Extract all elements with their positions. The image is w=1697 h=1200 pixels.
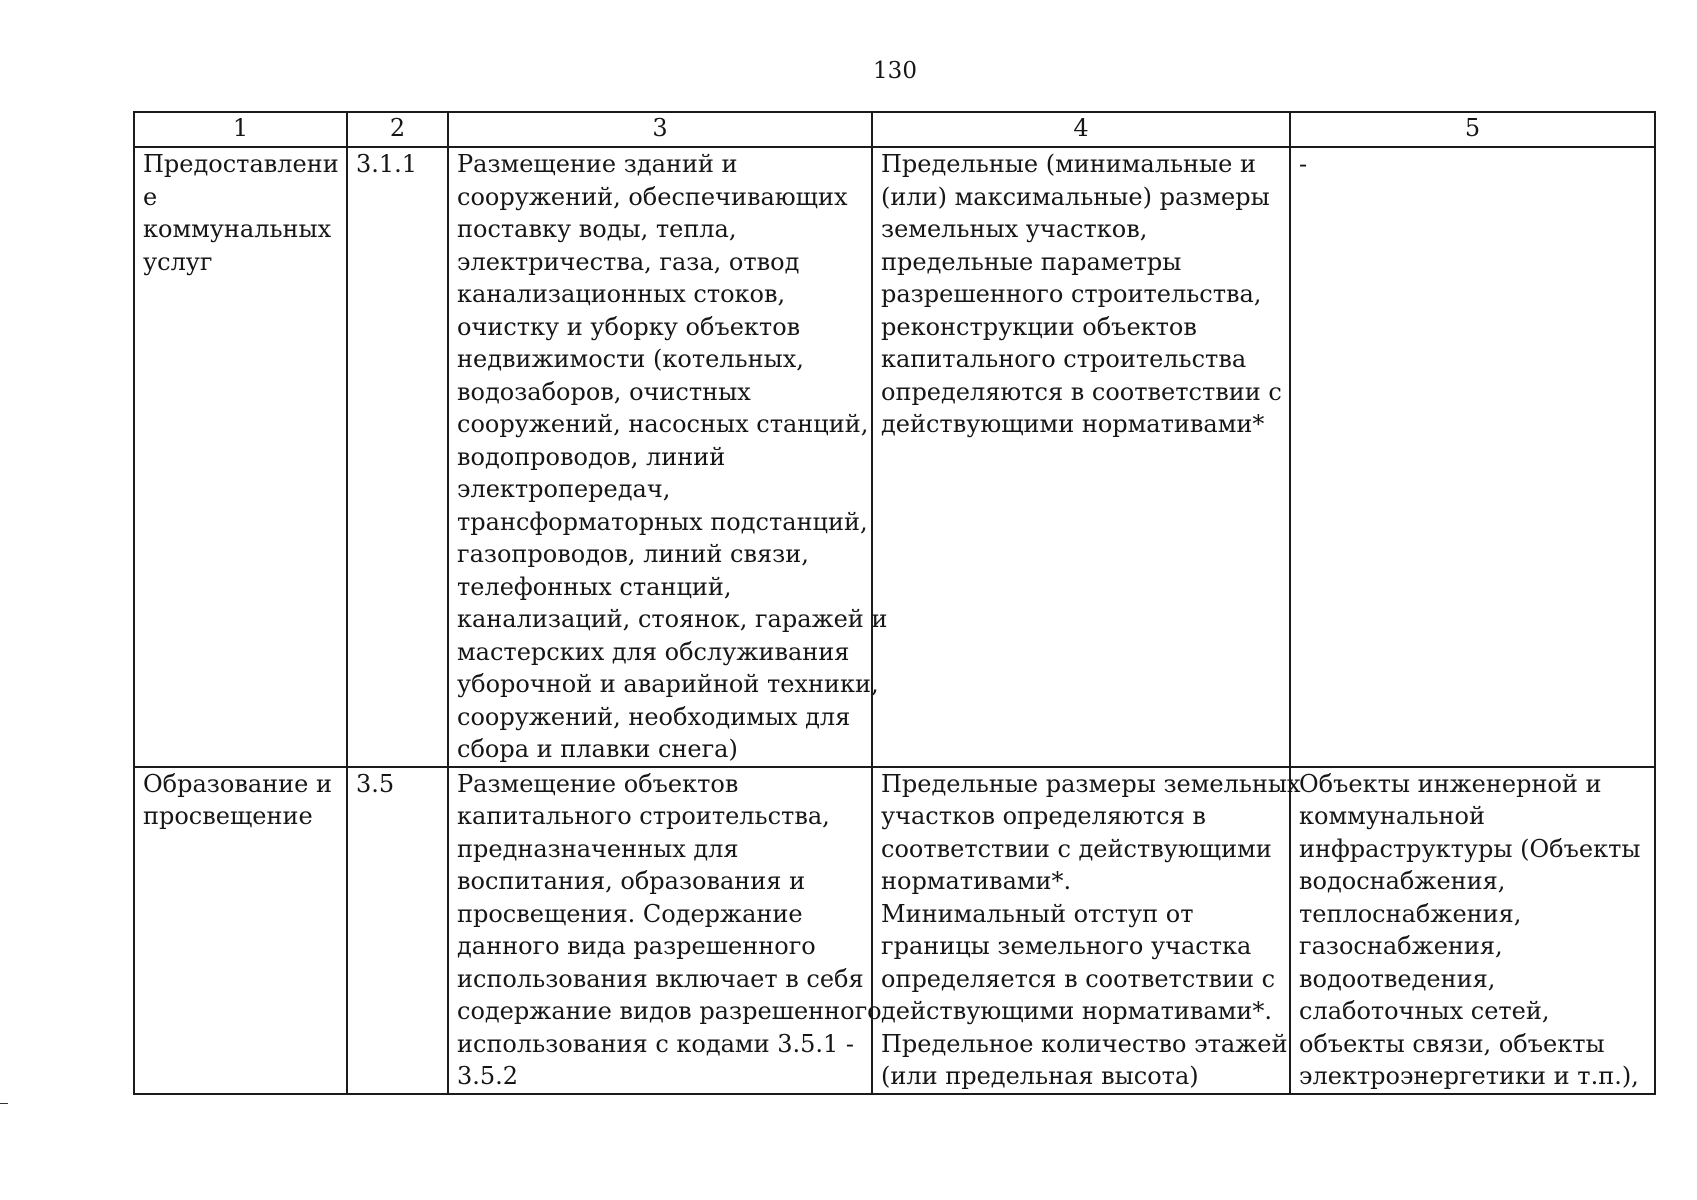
cell-text-line: Размещение зданий и [457, 150, 738, 178]
cell-text-line: Предельные размеры земельных [881, 769, 1301, 798]
cell-text-line: е [143, 182, 158, 211]
cell-text-line: - [1299, 150, 1308, 178]
cell-text-line: определяются в соответствии с [881, 377, 1282, 406]
cell-text-line: (или предельная высота) [881, 1062, 1199, 1090]
cell-text-line: реконструкции объектов [881, 312, 1197, 341]
use-code-cell [347, 147, 448, 767]
cell-text-line: водоотведения, [1299, 964, 1496, 993]
cell-text-line: использования включает в себя [457, 964, 864, 993]
header-col-3: 3 [448, 112, 872, 147]
cell-text-line: использования с кодами 3.5.1 - [457, 1029, 855, 1058]
cell-text-line: земельных участков, [881, 215, 1148, 243]
cell-text-line: границы земельного участка [881, 932, 1252, 960]
cell-text-line: сооружений, насосных станций, [457, 410, 869, 438]
cell-text-line: мастерских для обслуживания [457, 637, 850, 666]
cell-text-line: действующими нормативами* [881, 410, 1265, 438]
cell-text-line: разрешенного строительства, [881, 280, 1262, 308]
header-col-2: 2 [347, 112, 448, 147]
cell-text-line: предназначенных для [457, 834, 739, 863]
cell-text-line: Размещение объектов [457, 769, 739, 798]
cell-text-line: (или) максимальные) размеры [881, 182, 1270, 211]
cell-text-line: капитального строительства [881, 345, 1247, 373]
use-notes-cell [1290, 147, 1655, 767]
use-notes-cell [1290, 767, 1655, 1094]
cell-text-line: просвещения. Содержание [457, 899, 803, 928]
page-number: 130 [873, 58, 917, 84]
cell-text-line: телефонных станций, [457, 572, 732, 601]
cell-text: 3.5 [356, 769, 395, 798]
cell-text-line: просвещение [143, 802, 313, 830]
cell-text-line: слаботочных сетей, [1299, 997, 1550, 1025]
cell-text-line: Минимальный отступ от [881, 899, 1194, 928]
cell-text-line: данного вида разрешенного [457, 932, 816, 960]
cell-text-line: сооружений, необходимых для [457, 702, 851, 731]
cell-text-line: объекты связи, объекты [1299, 1029, 1605, 1058]
cell-text: 3.1.1 [356, 150, 418, 178]
table-row [134, 767, 1655, 1094]
header-col-1: 1 [134, 112, 347, 147]
cell-text-line: капитального строительства, [457, 802, 830, 830]
cell-text-line: Предельные (минимальные и [881, 150, 1256, 178]
cell-text-line: газоснабжения, [1299, 932, 1503, 960]
use-name-cell [134, 767, 347, 1094]
use-description-cell [448, 767, 882, 1094]
cell-text-line: коммунальных [143, 215, 332, 243]
cell-text-line: трансформаторных подстанций, [457, 507, 868, 536]
cell-text-line: определяется в соответствии с [881, 964, 1276, 993]
cell-text-line: Объекты инженерной и [1299, 769, 1602, 798]
cell-text-line: водоснабжения, [1299, 867, 1506, 895]
cell-text-line: очистку и уборку объектов [457, 312, 801, 341]
use-parameters-cell [872, 147, 1290, 767]
cell-text-line: канализаций, стоянок, гаражей и [457, 605, 888, 633]
cell-text-line: сбора и плавки снега) [457, 735, 738, 763]
use-parameters-cell [872, 767, 1301, 1094]
cell-text-line: участков определяются в [881, 802, 1206, 830]
cell-text-line: Предоставлени [143, 150, 339, 178]
cell-text-line: уборочной и аварийной техники, [457, 670, 879, 698]
cell-text-line: водозаборов, очистных [457, 377, 751, 406]
cell-text-line: недвижимости (котельных, [457, 345, 804, 373]
table-header-row [134, 112, 1655, 147]
table-row [134, 147, 1655, 767]
scan-edge-mark [0, 1103, 8, 1104]
cell-text-line: электроэнергетики и т.п.), [1299, 1062, 1639, 1090]
cell-text-line: соответствии с действующими [881, 834, 1272, 863]
cell-text-line: предельные параметры [881, 247, 1182, 276]
zoning-table [133, 111, 1656, 1095]
cell-text-line: теплоснабжения, [1299, 899, 1522, 928]
use-description-cell [448, 147, 888, 767]
header-col-5: 5 [1290, 112, 1655, 147]
cell-text-line: сооружений, обеспечивающих [457, 182, 848, 211]
cell-text-line: Предельное количество этажей [881, 1029, 1288, 1058]
cell-text-line: канализационных стоков, [457, 280, 786, 308]
cell-text-line: воспитания, образования и [457, 867, 806, 895]
cell-text-line: услуг [143, 247, 213, 276]
cell-text-line: Образование и [143, 769, 332, 798]
use-name-cell [134, 147, 347, 767]
cell-text-line: нормативами*. [881, 867, 1072, 895]
cell-text-line: содержание видов разрешенного [457, 997, 882, 1025]
cell-text-line: действующими нормативами*. [881, 997, 1272, 1025]
cell-text-line: электропередач, [457, 475, 671, 503]
cell-text-line: 3.5.2 [457, 1062, 519, 1090]
cell-text-line: инфраструктуры (Объекты [1299, 834, 1641, 863]
cell-text-line: коммунальной [1299, 802, 1485, 830]
cell-text-line: поставку воды, тепла, [457, 215, 737, 243]
use-code-cell [347, 767, 448, 1094]
cell-text-line: водопроводов, линий [457, 442, 726, 471]
header-col-4: 4 [872, 112, 1290, 147]
cell-text-line: газопроводов, линий связи, [457, 540, 809, 568]
cell-text-line: электричества, газа, отвод [457, 247, 800, 276]
